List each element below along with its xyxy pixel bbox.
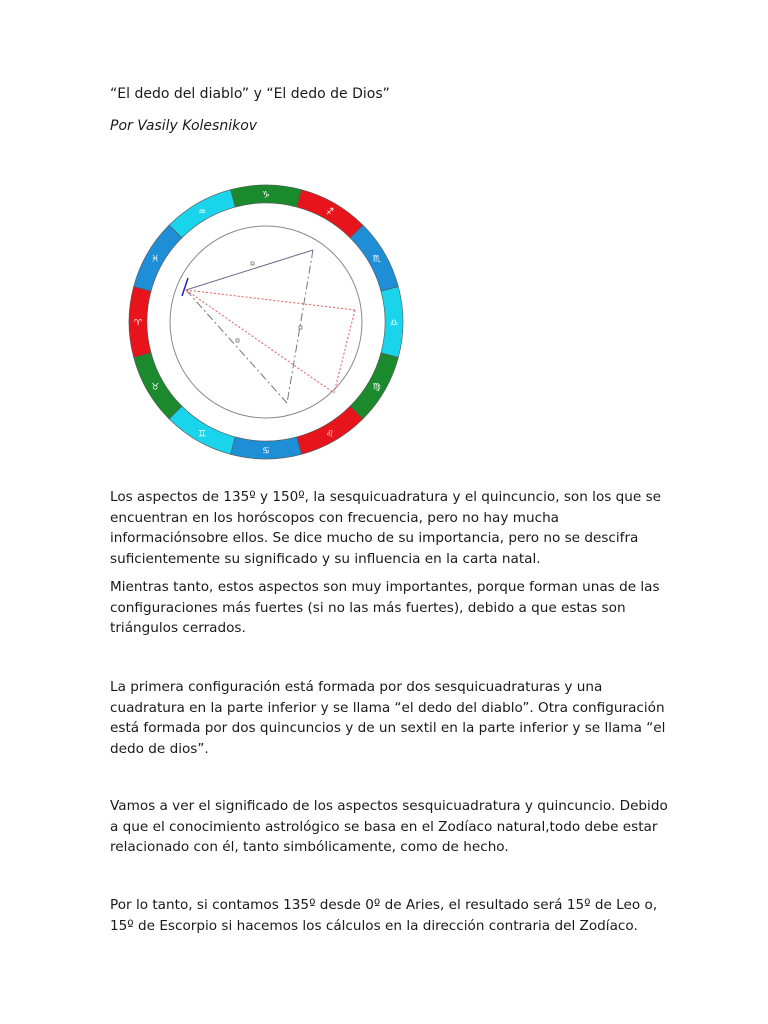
aspect-line — [334, 310, 355, 393]
document-author: Por Vasily Kolesnikov — [110, 118, 258, 134]
aspect-marker — [251, 262, 254, 265]
aspect-marker — [299, 326, 302, 329]
paragraph: Por lo tanto, si contamos 135º desde 0º de Aries, el resultado será 15º de Leo o, 15º de Escorpio si hacemos los cálculos en la dirección contraria del Zodíaco. — [110, 897, 658, 934]
aspect-line — [182, 278, 188, 296]
zodiac-sign-icon: ♍ — [372, 382, 381, 393]
paragraph: Vamos a ver el significado de los aspectos sesquicuadratura y quincuncio. Debido a que el conocimiento astrológico se basa en el Zodíaco natural,todo debe estar relacionado con él, tanto simbólicamente, como de hecho. — [110, 798, 668, 855]
inner-circle — [170, 226, 362, 418]
zodiac-sign-icon: ♏ — [372, 254, 381, 265]
zodiac-sign-icon: ♓ — [151, 254, 160, 265]
zodiac-sign-icon: ♉ — [151, 382, 160, 393]
zodiac-sign-icon: ♒ — [197, 207, 207, 218]
paragraph: Mientras tanto, estos aspectos son muy importantes, porque forman unas de las configuraciones más fuertes (si no las más fuertes), debido a que estas son triángulos cerrados. — [110, 579, 660, 636]
zodiac-sign-icon: ♐ — [325, 207, 335, 218]
aspect-marker — [236, 339, 239, 342]
document-title: “El dedo del diablo” y “El dedo de Dios” — [110, 86, 390, 102]
zodiac-sign-icon: ♊ — [197, 429, 207, 440]
zodiac-wheel-figure — [116, 180, 416, 465]
zodiac-sign-icon: ♈ — [133, 318, 143, 329]
aspect-line — [186, 290, 287, 403]
zodiac-sign-icon: ♋ — [261, 446, 271, 457]
zodiac-sign-icon: ♎ — [389, 318, 399, 329]
paragraph: Los aspectos de 135º y 150º, la sesquicuadratura y el quincuncio, son los que se encuentran en los horóscopos con frecuencia, pero no hay mucha informaciónsobre ellos. Se dice mucho de su importancia, pero no se descifra suficientemente su significado y su influencia en la carta natal. — [110, 489, 662, 567]
aspect-line — [287, 250, 313, 403]
aspect-line — [186, 290, 355, 310]
zodiac-sign-icon: ♑ — [261, 190, 271, 201]
zodiac-sign-icon: ♌ — [325, 429, 335, 440]
aspect-line — [186, 250, 313, 290]
aspect-line — [186, 290, 334, 393]
zodiac-wheel — [116, 180, 416, 465]
paragraph: La primera configuración está formada por dos sesquicuadraturas y una cuadratura en la parte inferior y se llama “el dedo del diablo”. Otra configuración está formada por dos quincuncios y de un sextil en la parte inferior y se llama “el dedo de dios”. — [110, 679, 666, 757]
